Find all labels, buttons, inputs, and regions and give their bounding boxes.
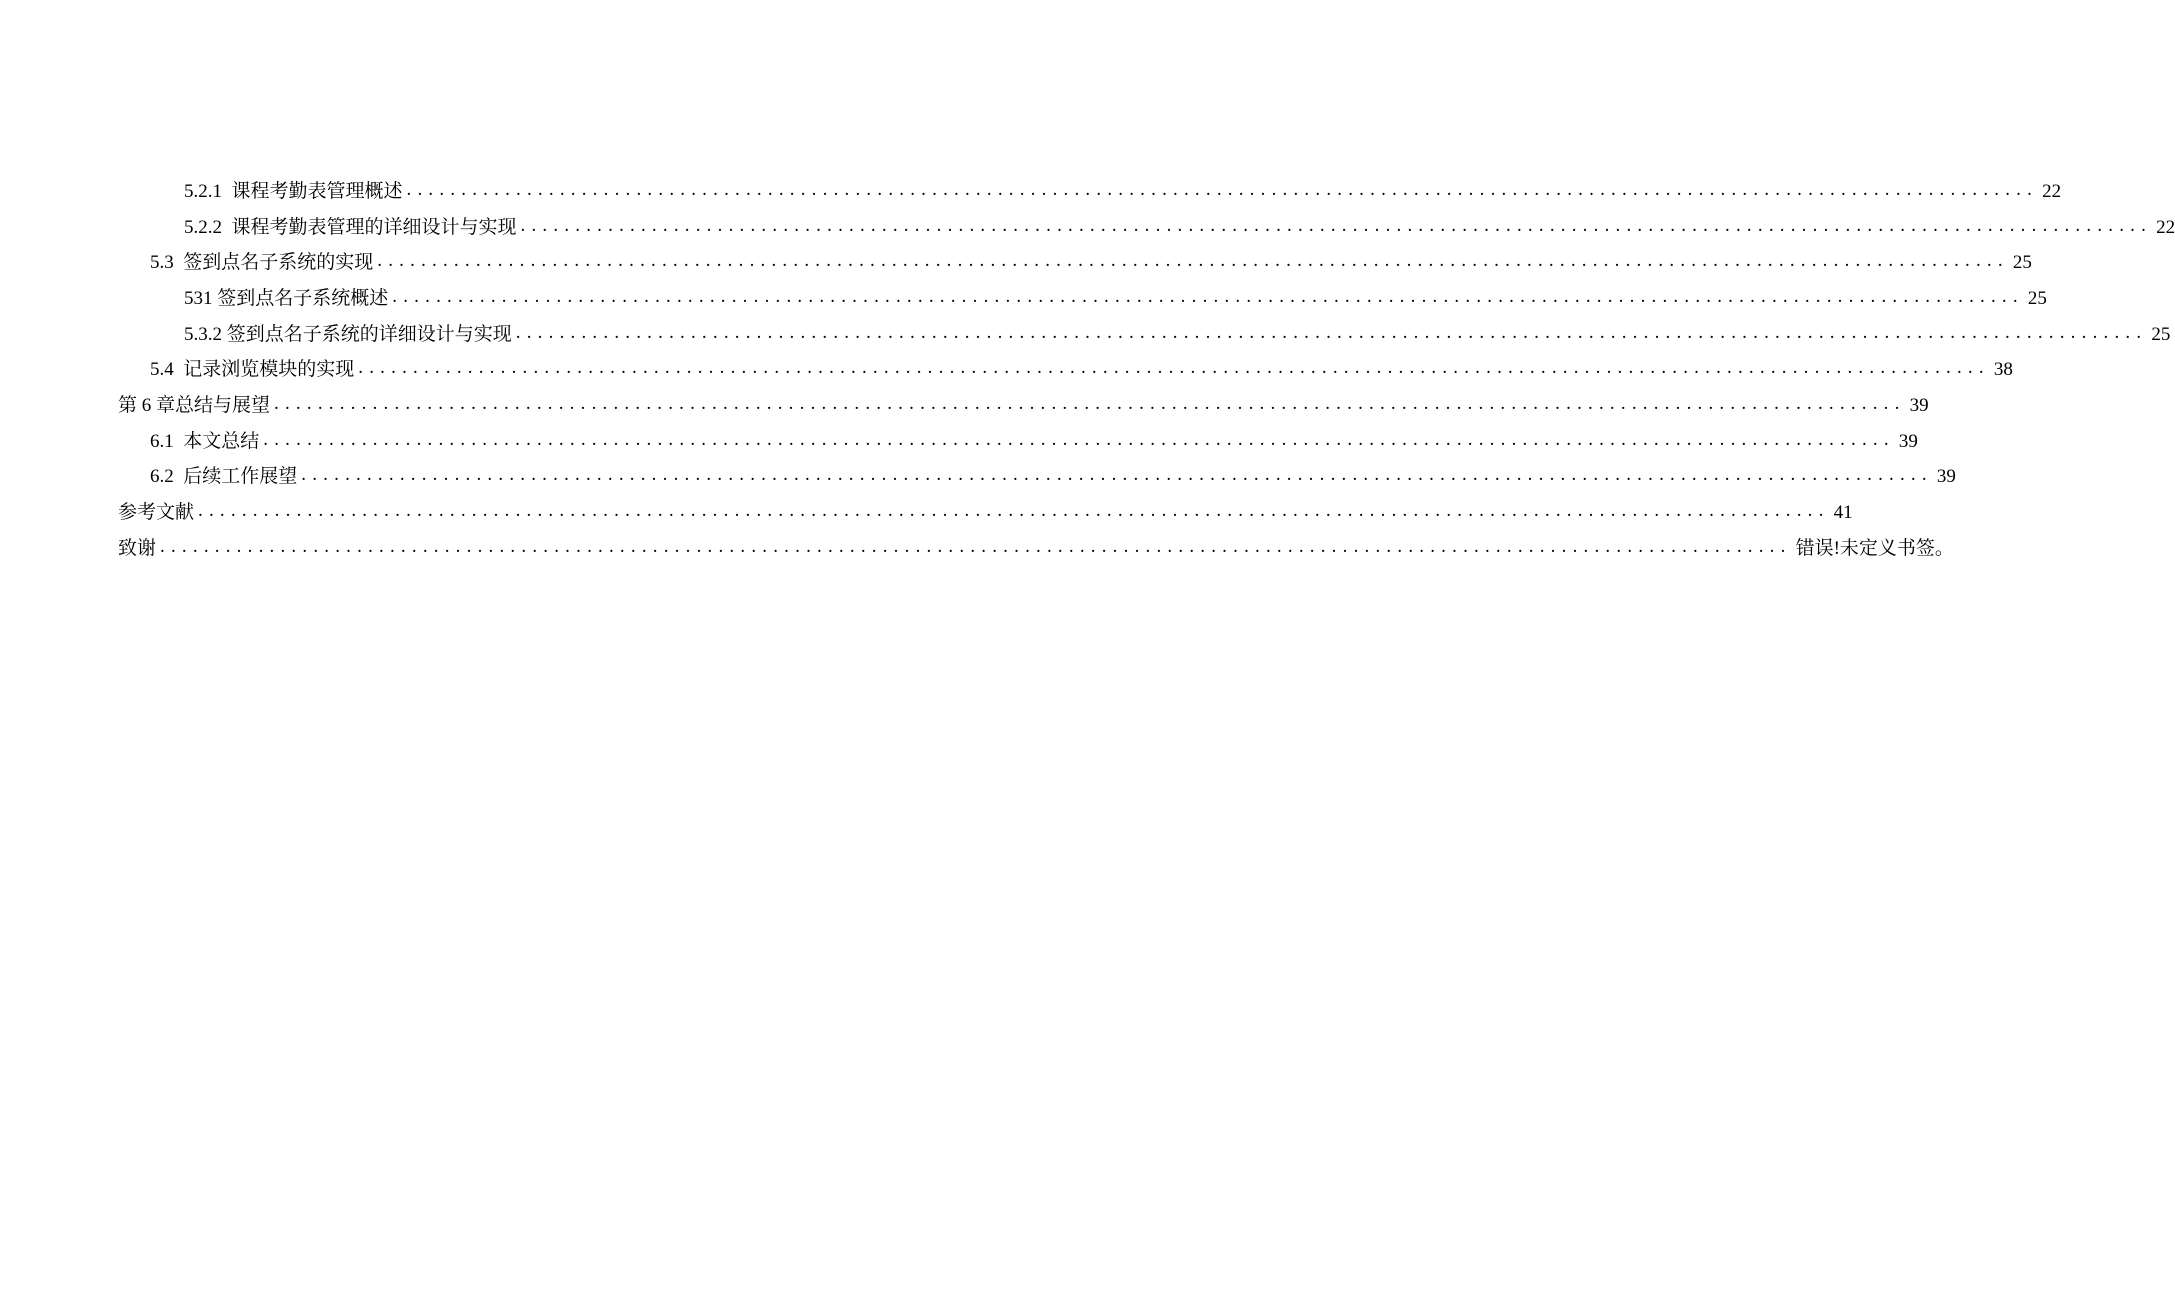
toc-entry-page: 25 <box>2027 287 2047 309</box>
toc-entry-chapter-6[interactable] <box>0 388 1929 424</box>
toc-entry-number: 5.2.2 <box>184 216 222 238</box>
toc-entry-title: 致谢 <box>118 537 157 559</box>
dot-leader: ..................................................................................................................................................... <box>358 357 1990 379</box>
toc-entry-page: 39 <box>1898 430 1918 452</box>
toc-entry-label <box>118 501 194 525</box>
toc-entry-label <box>150 430 259 454</box>
toc-entry-title: 课程考勤表管理概述 <box>231 180 403 202</box>
toc-entry-page: 22 <box>2156 216 2175 238</box>
dot-leader: ..................................................................................................................................................... <box>263 428 1895 450</box>
table-of-contents <box>0 174 2175 567</box>
toc-entry-6-2[interactable] <box>0 460 1956 496</box>
toc-entry-title: 本文总结 <box>183 430 260 452</box>
toc-entry-title: 签到点名子系统的详细设计与实现 <box>226 323 512 345</box>
dot-leader: ..................................................................................................................................................... <box>520 214 2153 236</box>
dot-leader: ..................................................................................................................................................... <box>301 464 1933 486</box>
toc-entry-5-2-1[interactable] <box>0 174 2062 210</box>
toc-entry-page: 41 <box>1833 502 1853 524</box>
toc-entry-title: 后续工作展望 <box>183 466 298 488</box>
dot-leader: ..................................................................................................................................................... <box>160 535 1792 557</box>
toc-entry-references[interactable] <box>0 495 1853 531</box>
toc-entry-number: 531 <box>184 287 213 309</box>
dot-leader: ..................................................................................................................................................... <box>198 500 1830 522</box>
toc-entry-page: 25 <box>2151 323 2171 345</box>
toc-entry-title: 课程考勤表管理的详细设计与实现 <box>231 216 517 238</box>
toc-entry-page: 38 <box>1993 359 2013 381</box>
toc-entry-acknowledgements[interactable] <box>0 531 1954 567</box>
toc-entry-title: 签到点名子系统的实现 <box>183 252 374 274</box>
toc-entry-number: 5.3.2 <box>184 323 222 345</box>
toc-entry-number: 5.4 <box>150 359 174 381</box>
dot-leader: ..................................................................................................................................................... <box>515 321 2148 343</box>
toc-entry-label <box>184 323 512 347</box>
toc-entry-page: 22 <box>2042 180 2062 202</box>
toc-entry-label <box>118 537 156 561</box>
toc-entry-number: 6.2 <box>150 466 174 488</box>
toc-entry-label <box>150 465 297 489</box>
toc-entry-label <box>150 251 373 275</box>
toc-entry-label <box>118 394 270 418</box>
toc-entry-title: 签到点名子系统概述 <box>217 287 389 309</box>
toc-entry-title: 参考文献 <box>118 502 195 524</box>
toc-entry-5-4[interactable] <box>0 352 2013 388</box>
toc-entry-5-3[interactable] <box>0 245 2032 281</box>
toc-entry-5-2-2[interactable] <box>0 210 2175 246</box>
toc-entry-page-error: 错误!未定义书签。 <box>1795 537 1954 559</box>
toc-entry-page: 39 <box>1936 466 1956 488</box>
dot-leader: ..................................................................................................................................................... <box>392 285 2024 307</box>
toc-entry-page: 39 <box>1909 394 1929 416</box>
dot-leader: ..................................................................................................................................................... <box>406 178 2039 200</box>
toc-entry-title: 第 6 章总结与展望 <box>118 394 271 416</box>
toc-entry-6-1[interactable] <box>0 424 1918 460</box>
toc-entry-5-3-1[interactable] <box>0 281 2047 317</box>
dot-leader: ..................................................................................................................................................... <box>377 250 2009 272</box>
toc-entry-label <box>184 216 517 240</box>
toc-entry-number: 5.3 <box>150 252 174 274</box>
dot-leader: ..................................................................................................................................................... <box>274 392 1906 414</box>
toc-entry-5-3-2[interactable] <box>0 317 2171 353</box>
toc-entry-title: 记录浏览模块的实现 <box>183 359 355 381</box>
toc-entry-label <box>184 180 403 204</box>
toc-entry-number: 6.1 <box>150 430 174 452</box>
toc-entry-page: 25 <box>2012 252 2032 274</box>
toc-entry-number: 5.2.1 <box>184 180 222 202</box>
toc-entry-label <box>150 358 354 382</box>
toc-entry-label <box>184 287 388 311</box>
